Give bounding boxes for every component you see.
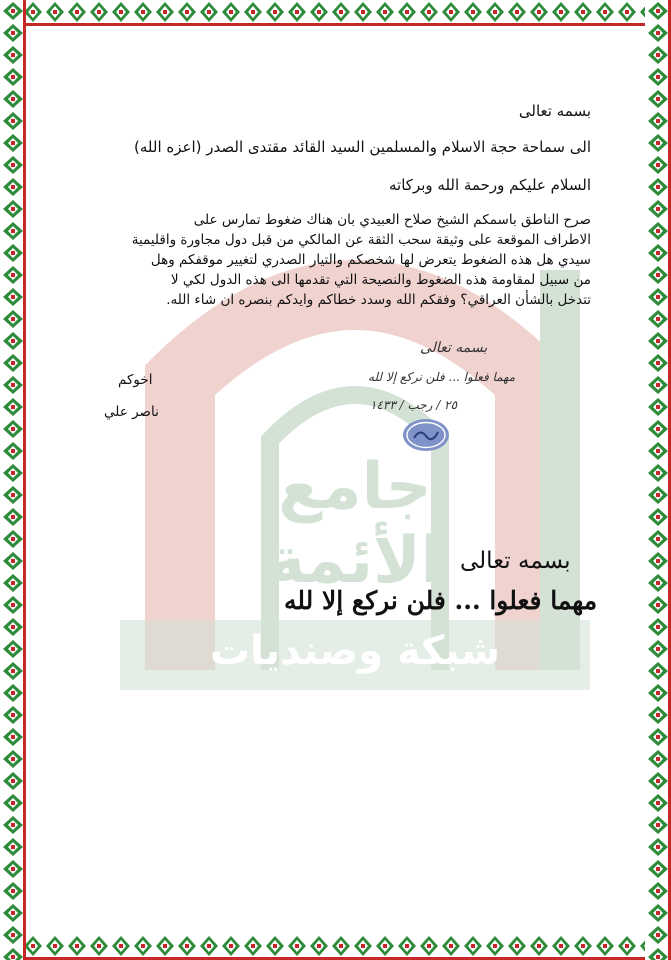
letter-closing: اخوكم	[118, 372, 153, 388]
watermark-sub-text: شبكة وصنديات	[209, 628, 501, 674]
decorative-border-bottom	[0, 934, 671, 960]
handwritten-salutation: بسمه تعالى	[420, 340, 488, 356]
decorative-border-left	[0, 0, 26, 960]
letter-greeting: السلام عليكم ورحمة الله وبركاته	[389, 176, 591, 194]
letter-salutation: بسمه تعالى	[518, 102, 591, 120]
letter-body-line-3: سيدي هل هذه الضغوط يتعرض لها شخصكم والتيار الصدري لتغيير موقفكم وهل	[150, 252, 591, 268]
letter-sender: ناصر علي	[104, 404, 159, 420]
handwritten-date: ٢٥ / رجب / ١٤٣٣	[370, 398, 458, 412]
official-seal-stamp	[402, 418, 450, 452]
decorative-border-top	[0, 0, 671, 26]
letter-body-line-2: الاطراف الموقعة على وثيقة سحب الثقة عن المالكي من قبل دول مجاورة واقليمية	[131, 232, 591, 248]
letter-addressee: الى سماحة حجة الاسلام والمسلمين السيد القائد مقتدى الصدر (اعزه الله)	[134, 138, 591, 156]
letter-body-line-4: من سبيل لمقاومة هذه الضغوط والنصيحة التي تقدمها الى هذه الدول لكي لا	[170, 272, 591, 288]
enlarged-salutation: بسمه تعالى	[460, 548, 571, 574]
watermark-main-text: جامع الأئمة	[267, 450, 443, 598]
letter-body-line-5: تتدخل بالشأن العراقي؟ وفقكم الله وسدد خطاكم وايدكم بنصره ان شاء الله.	[166, 292, 591, 308]
decorative-border-right	[645, 0, 671, 960]
letter-body-line-1: صرح الناطق باسمكم الشيخ صلاح العبيدي بان هناك ضغوط تمارس على	[193, 212, 591, 228]
enlarged-reply: مهما فعلوا ... فلن نركع إلا لله	[284, 586, 598, 615]
handwritten-reply: مهما فعلوا ... فلن نركع إلا لله	[368, 370, 516, 384]
